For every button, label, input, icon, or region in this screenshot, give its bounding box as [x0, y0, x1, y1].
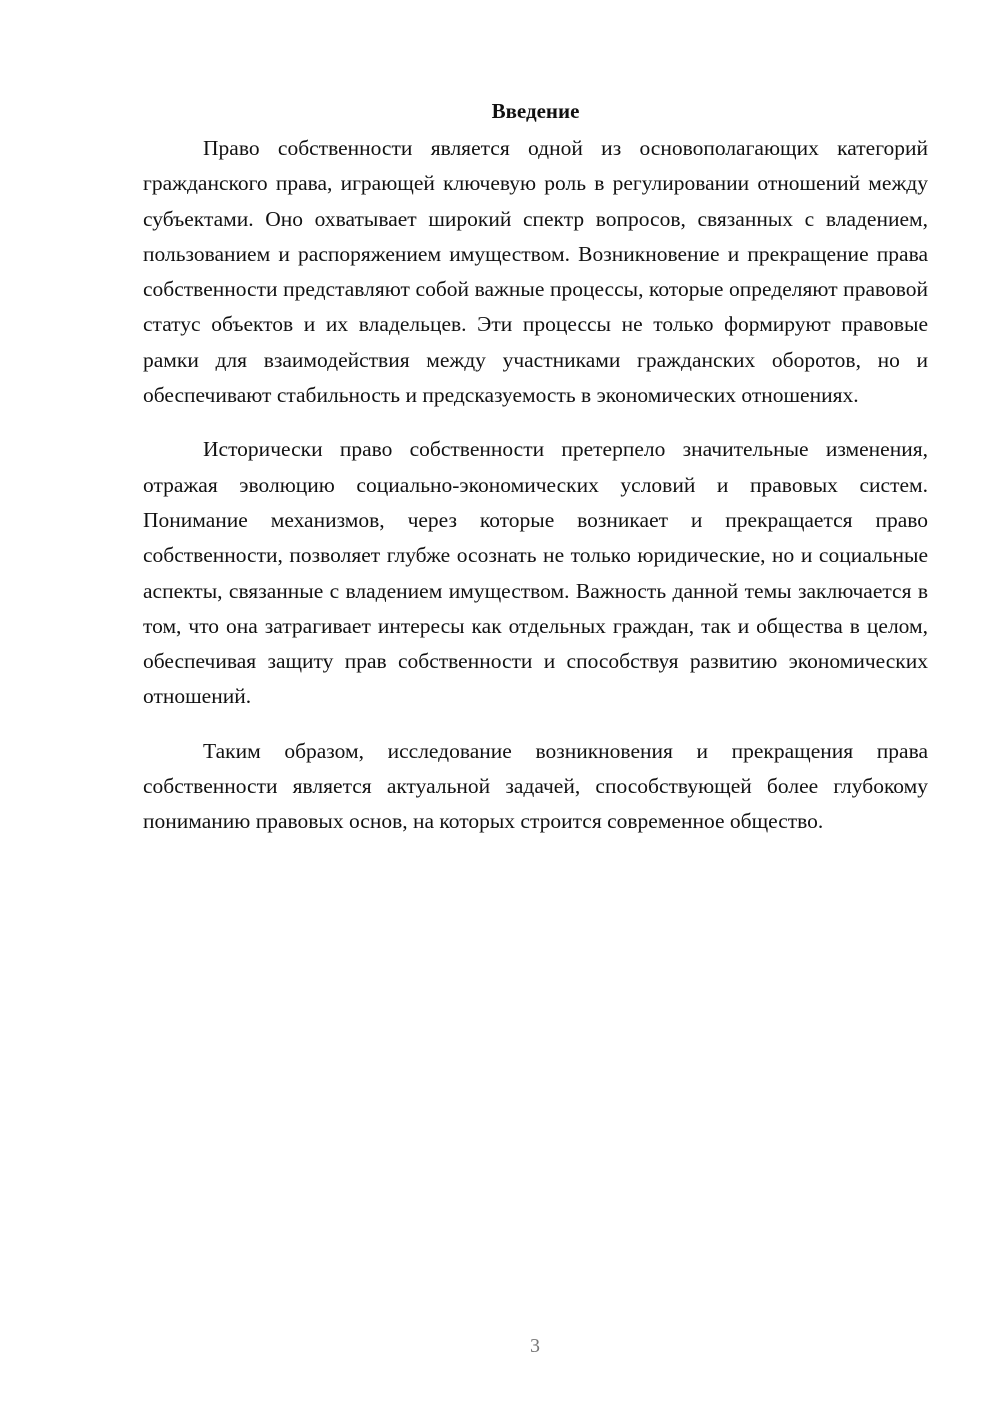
paragraph-1: Право собственности является одной из основополагающих категорий гражданского права, играющей ключевую роль в регулировании отношений между субъектами. Оно охватывает широкий спектр вопросов, связанных с владением, пользованием и распоряжением имуществом. Возникновение и прекращение права собственности представляют собой важные процессы, которые определяют правовой статус объектов и их владельцев. Эти процессы не только формируют правовые рамки для взаимодействия между участниками гражданских оборотов, но и обеспечивают стабильность и предсказуемость в экономических отношениях. [143, 136, 928, 408]
page-content [143, 96, 928, 840]
paragraph-2: Исторически право собственности претерпело значительные изменения, отражая эволюцию социально-экономических условий и правовых систем. Понимание механизмов, через которые возникает и прекращается право собственности, позволяет глубже осознать не только юридические, но и социальные аспекты, связанные с владением имуществом. Важность данной темы заключается в том, что она затрагивает интересы как отдельных граждан, так и общества в целом, обеспечивая защиту прав собственности и способствуя развитию экономических отношений. [143, 437, 928, 709]
paragraph-3: Таким образом, исследование возникновения и прекращения права собственности является актуальной задачей, способствующей более глубокому пониманию правовых основ, на которых строится современное общество. [143, 738, 928, 834]
section-heading: Введение [491, 99, 580, 123]
page-number: 3 [530, 1335, 540, 1357]
